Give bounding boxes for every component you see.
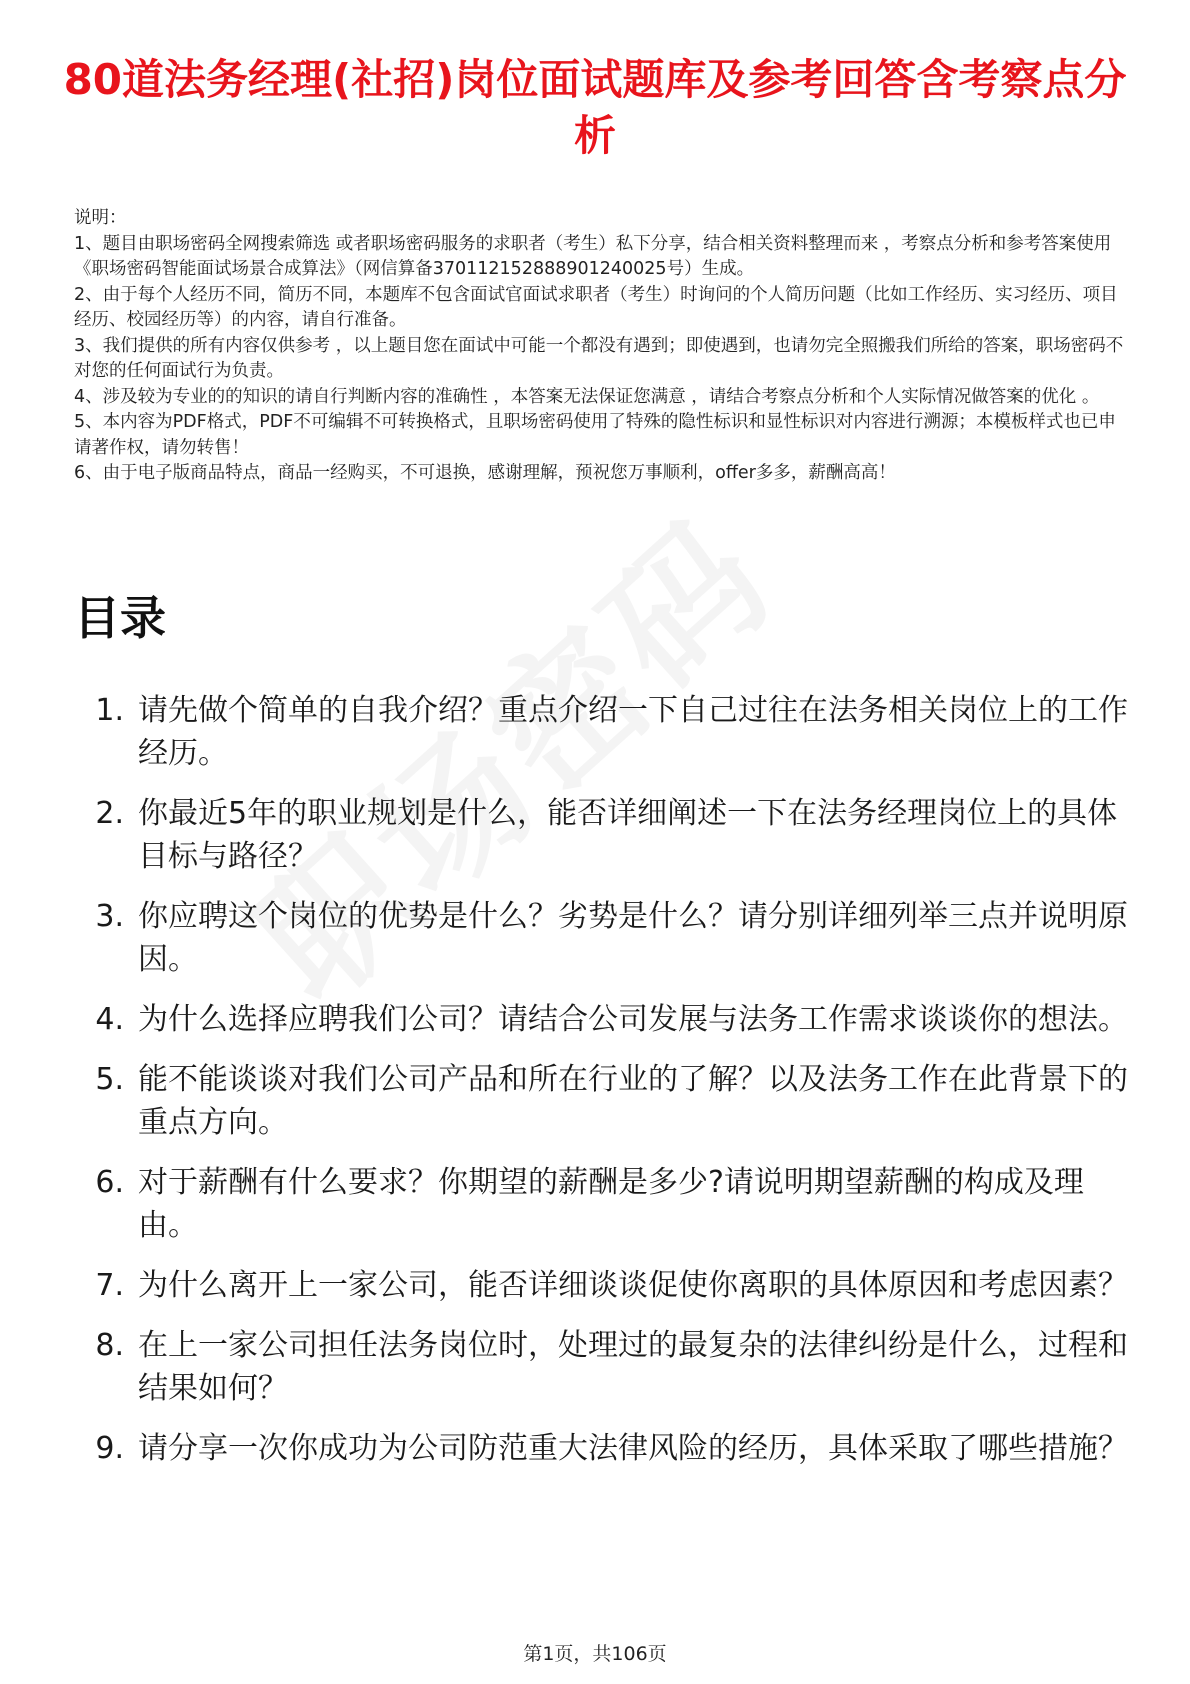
note-item: 1、题目由职场密码全网搜索筛选 或者职场密码服务的求职者（考生）私下分享，结合相关资料整理而来 ，考察点分析和参考答案使用《职场密码智能面试场景合成算法》（网信算备370112152888901240025号）生成。 <box>74 233 1112 279</box>
toc-item[interactable] <box>74 1427 1134 1470</box>
toc-item-text[interactable]: 能不能谈谈对我们公司产品和所在行业的了解？以及法务工作在此背景下的重点方向。 <box>138 1062 1128 1140</box>
toc-item[interactable] <box>74 689 1134 775</box>
toc-item-number: 4. <box>95 1002 124 1037</box>
toc-item-number: 7. <box>95 1268 124 1303</box>
toc-item-number: 3. <box>95 899 124 934</box>
note-item: 2、由于每个人经历不同，简历不同，本题库不包含面试官面试求职者（考生）时询问的个人简历问题（比如工作经历、实习经历、项目经历、校园经历等）的内容，请自行准备。 <box>74 284 1118 330</box>
toc-item-text[interactable]: 你应聘这个岗位的优势是什么？劣势是什么？请分别详细列举三点并说明原因。 <box>138 899 1128 977</box>
toc-item-number: 2. <box>95 796 124 831</box>
notes-section <box>74 206 1124 487</box>
toc-item-text[interactable]: 对于薪酬有什么要求？你期望的薪酬是多少?请说明期望薪酬的构成及理由。 <box>138 1165 1084 1243</box>
toc-list <box>74 689 1134 1487</box>
note-item: 5、本内容为PDF格式，PDF不可编辑不可转换格式，且职场密码使用了特殊的隐性标识和显性标识对内容进行溯源；本模板样式也已申请著作权，请勿转售！ <box>74 412 1116 458</box>
note-item: 6、由于电子版商品特点，商品一经购买，不可退换，感谢理解，预祝您万事顺利，offer多多，薪酬高高！ <box>74 463 896 483</box>
toc-item-number: 8. <box>95 1328 124 1363</box>
toc-item-text[interactable]: 在上一家公司担任法务岗位时，处理过的最复杂的法律纠纷是什么，过程和结果如何？ <box>138 1328 1128 1406</box>
notes-heading: 说明： <box>74 208 127 228</box>
toc-item-number: 6. <box>95 1165 124 1200</box>
toc-item[interactable] <box>74 792 1134 878</box>
toc-heading: 目录 <box>74 591 166 645</box>
toc-item-number: 9. <box>95 1431 124 1466</box>
toc-item-number: 1. <box>95 693 124 728</box>
toc-item[interactable] <box>74 895 1134 981</box>
toc-item[interactable] <box>74 1264 1134 1307</box>
toc-item-text[interactable]: 请分享一次你成功为公司防范重大法律风险的经历，具体采取了哪些措施？ <box>138 1431 1128 1466</box>
toc-item[interactable] <box>74 1161 1134 1247</box>
toc-item-text[interactable]: 为什么离开上一家公司，能否详细谈谈促使你离职的具体原因和考虑因素？ <box>138 1268 1128 1303</box>
toc-item[interactable] <box>74 1324 1134 1410</box>
toc-item-text[interactable]: 为什么选择应聘我们公司？请结合公司发展与法务工作需求谈谈你的想法。 <box>138 1002 1128 1037</box>
note-item: 3、我们提供的所有内容仅供参考 ，以上题目您在面试中可能一个都没有遇到；即使遇到，也请勿完全照搬我们所给的答案，职场密码不对您的任何面试行为负责。 <box>74 335 1124 381</box>
toc-item-text[interactable]: 请先做个简单的自我介绍？重点介绍一下自己过往在法务相关岗位上的工作经历。 <box>138 693 1128 771</box>
toc-item-text[interactable]: 你最近5年的职业规划是什么，能否详细阐述一下在法务经理岗位上的具体目标与路径？ <box>138 796 1118 874</box>
toc-item[interactable] <box>74 998 1134 1041</box>
note-item: 4、涉及较为专业的的知识的请自行判断内容的准确性 ，本答案无法保证您满意 ，请结合考察点分析和个人实际情况做答案的优化 。 <box>74 386 1100 407</box>
toc-item[interactable] <box>74 1058 1134 1144</box>
toc-item-number: 5. <box>95 1062 124 1097</box>
document-title: 80道法务经理(社招)岗位面试题库及参考回答含考察点分析 <box>63 55 1127 160</box>
page-footer: 第1页，共106页 <box>523 1643 667 1665</box>
